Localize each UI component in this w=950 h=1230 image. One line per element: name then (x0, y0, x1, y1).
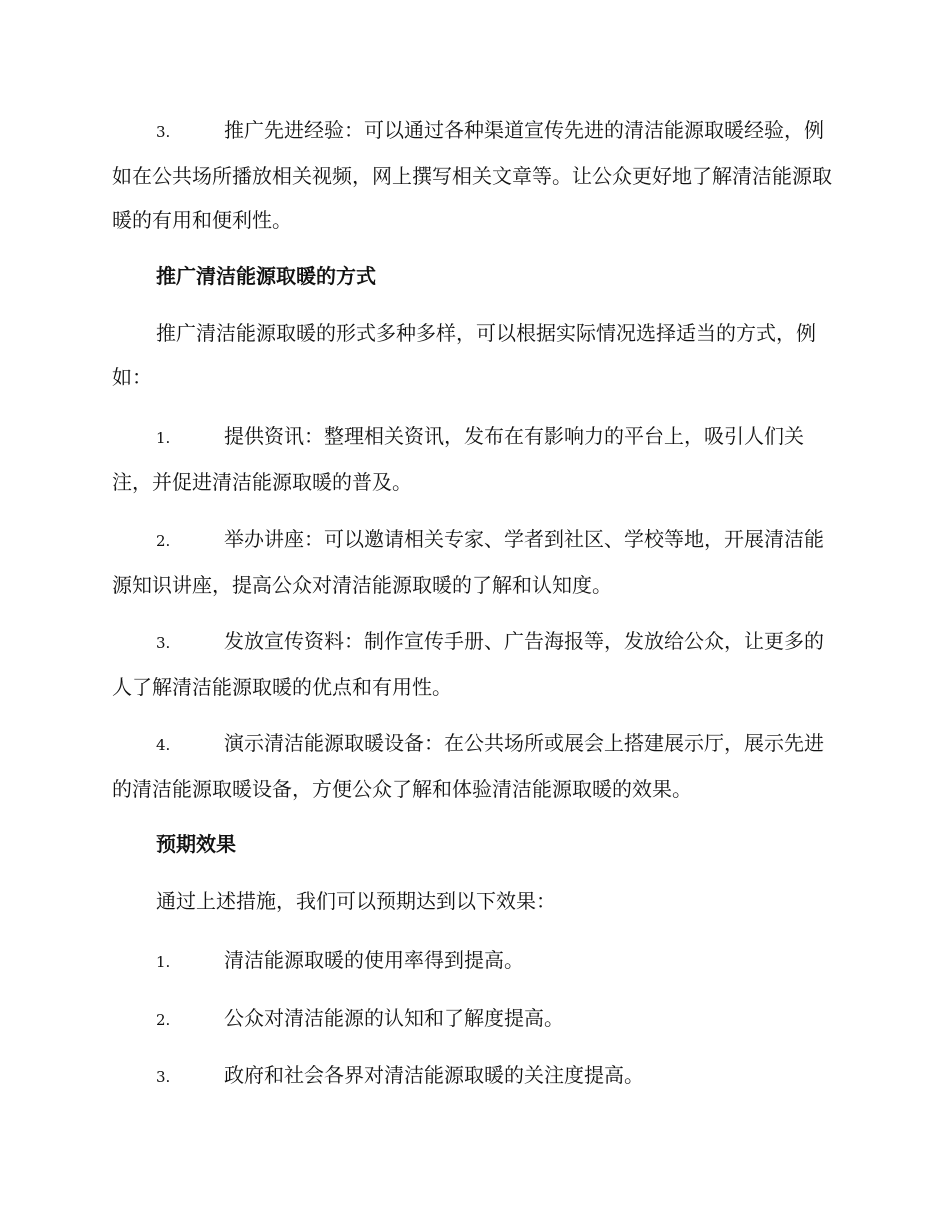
list-item-text: 推广先进经验：可以通过各种渠道宣传先进的清洁能源取暖经验，例如在公共场所播放相关视频，网上撰写相关文章等。让公众更好地了解清洁能源取暖的有用和便利性。 (112, 118, 832, 232)
section-heading-text: 推广清洁能源取暖的方式 (156, 264, 376, 288)
paragraph (112, 879, 834, 923)
paragraph-text: 通过上述措施，我们可以预期达到以下效果： (156, 889, 556, 913)
paragraph (112, 311, 834, 399)
list-number: 3. (156, 634, 171, 652)
list-item (112, 108, 834, 242)
list-item-text: 举办讲座：可以邀请相关专家、学者到社区、学校等地，开展清洁能源知识讲座，提高公众对清洁能源取暖的了解和认知度。 (112, 527, 824, 597)
list-item-text: 演示清洁能源取暖设备：在公共场所或展会上搭建展示厅，展示先进的清洁能源取暖设备，方便公众了解和体验清洁能源取暖的效果。 (112, 731, 824, 801)
list-item-text: 提供资讯：整理相关资讯，发布在有影响力的平台上，吸引人们关注，并促进清洁能源取暖的普及。 (112, 424, 804, 494)
list-item (112, 517, 834, 607)
list-item-text: 政府和社会各界对清洁能源取暖的关注度提高。 (224, 1063, 644, 1087)
list-item (112, 996, 834, 1042)
list-number: 2. (156, 532, 171, 550)
list-number: 4. (156, 736, 171, 754)
list-number: 2. (156, 1011, 171, 1029)
list-item (112, 938, 834, 984)
section-heading (112, 822, 834, 866)
list-item (112, 721, 834, 811)
list-item (112, 414, 834, 504)
list-number: 1. (156, 429, 171, 447)
list-item (112, 619, 834, 709)
list-number: 3. (156, 123, 171, 141)
list-number: 3. (156, 1068, 171, 1086)
section-heading (112, 254, 834, 298)
list-item-text: 清洁能源取暖的使用率得到提高。 (224, 948, 524, 972)
list-item-text: 发放宣传资料：制作宣传手册、广告海报等，发放给公众，让更多的人了解清洁能源取暖的优点和有用性。 (112, 629, 824, 699)
section-heading-text: 预期效果 (156, 832, 236, 856)
paragraph-text: 推广清洁能源取暖的形式多种多样，可以根据实际情况选择适当的方式，例如： (112, 321, 816, 389)
list-number: 1. (156, 953, 171, 971)
list-item (112, 1053, 834, 1099)
list-item-text: 公众对清洁能源的认知和了解度提高。 (224, 1006, 564, 1030)
